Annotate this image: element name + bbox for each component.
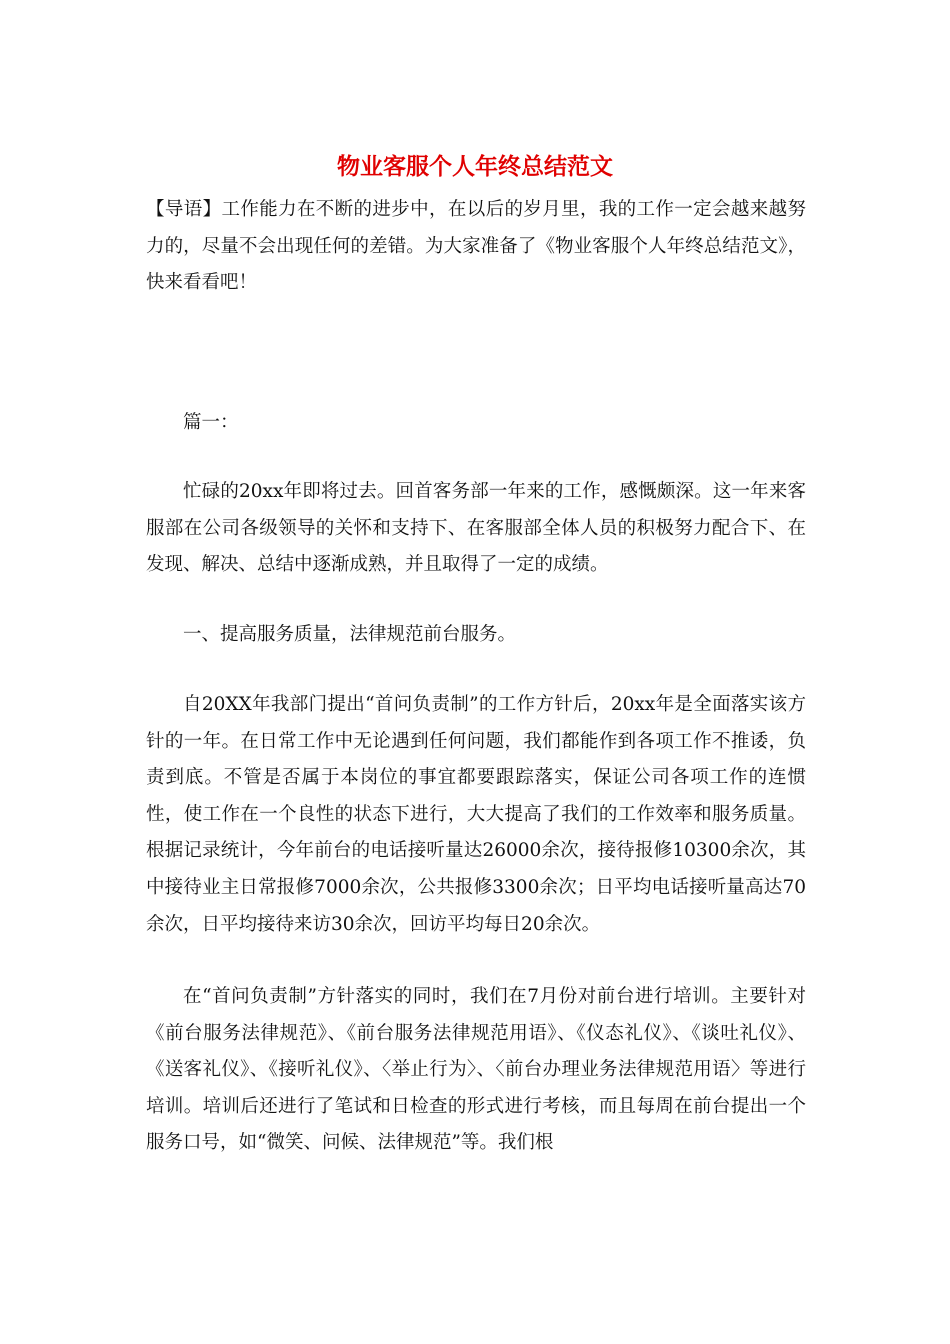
body-paragraph: 在“首问负责制”方针落实的同时，我们在7月份对前台进行培训。主要针对《前台服务法律规范》、《前台服务法律规范用语》、《仪态礼仪》、《谈吐礼仪》、《送客礼仪》、《接听礼仪》、〈举止行为〉、〈前台办理业务法律规范用语〉等进行培训。培训后还进行了笔试和日检查的形式进行考核，而且每周在前台提出一个服务口号，如“微笑、问候、法律规范”等。我们根	[146, 986, 806, 1154]
body-paragraph: 自20XX年我部门提出“首问负责制”的工作方针后，20xx年是全面落实该方针的一年。在日常工作中无论遇到任何问题，我们都能作到各项工作不推诿，负责到底。不管是否属于本岗位的事宜都要跟踪落实，保证公司各项工作的连惯性，使工作在一个良性的状态下进行，大大提高了我们的工作效率和服务质量。根据记录统计，今年前台的电话接听量达26000余次，接待报修10300余次，其中接待业主日常报修7000余次，公共报修3300余次；日平均电话接听量高达70余次，日平均接待来访30余次，回访平均每日20余次。	[146, 694, 806, 935]
document-title: 物业客服个人年终总结范文	[337, 153, 613, 180]
body-paragraph: 忙碌的20xx年即将过去。回首客务部一年来的工作，感慨颇深。这一年来客服部在公司各级领导的关怀和支持下、在客服部全体人员的积极努力配合下、在发现、解决、总结中逐渐成熟，并且取得了一定的成绩。	[146, 481, 806, 576]
section-heading: 一、提高服务质量，法律规范前台服务。	[183, 624, 517, 645]
section-label: 篇一：	[183, 412, 239, 433]
intro-paragraph: 【导语】工作能力在不断的进步中，在以后的岁月里，我的工作一定会越来越努力的，尽量不会出现任何的差错。为大家准备了《物业客服个人年终总结范文》，快来看看吧！	[146, 199, 806, 294]
